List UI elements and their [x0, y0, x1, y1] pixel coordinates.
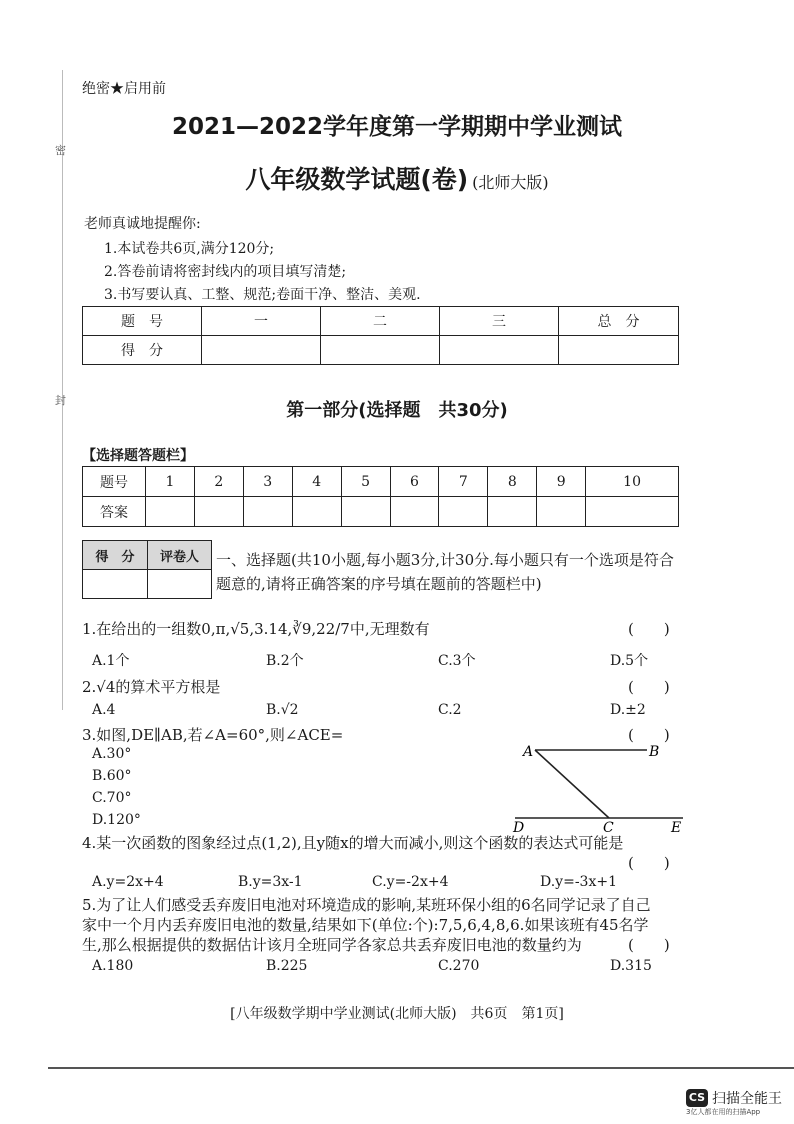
page-footer: [八年级数学期中学业测试(北师大版) 共6页 第1页] [230, 1006, 564, 1022]
question-3-option-c: C.70° [92, 790, 132, 806]
answer-number: 4 [292, 467, 341, 497]
subject-title: 八年级数学试题(卷) [245, 165, 469, 194]
answer-number: 5 [341, 467, 390, 497]
answer-number: 1 [146, 467, 195, 497]
score-cell[interactable] [559, 336, 679, 365]
parallel-lines-diagram [505, 738, 695, 834]
question-1-answer-slot[interactable]: ( ) [628, 620, 670, 638]
score-header-total: 总 分 [559, 307, 679, 336]
scanner-watermark [686, 1087, 782, 1108]
answer-cell[interactable] [488, 497, 537, 527]
grader-reviewer-label: 评卷人 [148, 541, 212, 570]
edition-label: (北师大版) [472, 173, 549, 192]
score-header-part1: 一 [202, 307, 321, 336]
answer-cell[interactable] [439, 497, 488, 527]
question-4-answer-slot[interactable]: ( ) [628, 854, 670, 872]
answer-cell[interactable] [194, 497, 243, 527]
score-header-label: 题 号 [83, 307, 202, 336]
part1-title: 第一部分(选择题 共30分) [286, 400, 508, 421]
question-2-answer-slot[interactable]: ( ) [628, 678, 670, 696]
point-b-label: B [649, 744, 660, 760]
question-1-option-b: B.2个 [266, 653, 304, 669]
exam-title: 2021—2022学年度第一学期期中学业测试 [171, 114, 623, 140]
point-e-label: E [671, 820, 682, 834]
question-4-option-b: B.y=3x-1 [238, 874, 303, 890]
exam-subtitle [0, 160, 794, 196]
notice-item-1: 1.本试卷共6页,满分120分; [104, 241, 275, 257]
point-c-label: C [603, 820, 614, 834]
secret-label: 绝密★启用前 [82, 81, 166, 97]
question-5-stem-line-3: 生,那么根据提供的数据估计该月全班同学各家总共丢弃废旧电池的数量约为 [82, 936, 582, 954]
score-table [82, 306, 679, 365]
answer-number: 6 [390, 467, 439, 497]
question-3-stem: 3.如图,DE∥AB,若∠A=60°,则∠ACE= [82, 726, 344, 744]
line-ac [535, 750, 609, 818]
question-2-option-c: C.2 [438, 702, 462, 718]
notice-heading: 老师真诚地提醒你: [84, 216, 201, 232]
question-4-option-d: D.y=-3x+1 [540, 874, 617, 890]
answer-number: 3 [243, 467, 292, 497]
question-5-stem-line-1: 5.为了让人们感受丢弃废旧电池对环境造成的影响,某班环保小组的6名同学记录了自己 [82, 896, 651, 914]
answer-cell[interactable] [243, 497, 292, 527]
question-3-option-b: B.60° [92, 768, 132, 784]
point-a-label: A [523, 744, 534, 760]
seal-mark-mi: 密 [55, 144, 66, 157]
question-5-option-b: B.225 [266, 958, 308, 974]
score-row-label: 得 分 [83, 336, 202, 365]
seal-mark-feng: 封 [55, 394, 66, 407]
scanner-app-name: 扫描全能王 [712, 1090, 782, 1107]
question-1-option-c: C.3个 [438, 653, 476, 669]
answer-sheet-label: 【选择题答题栏】 [82, 448, 194, 464]
question-4-option-c: C.y=-2x+4 [372, 874, 449, 890]
notice-item-2: 2.答卷前请将密封线内的项目填写清楚; [104, 264, 347, 280]
grader-reviewer-cell[interactable] [148, 570, 212, 599]
question-1-stem: 1.在给出的一组数0,π,√5,3.14,∛9,22/7中,无理数有 [82, 620, 430, 638]
answer-number: 9 [537, 467, 586, 497]
question-3-option-a: A.30° [92, 746, 132, 762]
answer-number: 8 [488, 467, 537, 497]
answer-cell[interactable] [390, 497, 439, 527]
answer-cell[interactable] [537, 497, 586, 527]
question-5-option-d: D.315 [610, 958, 652, 974]
answer-row-label: 题号 [83, 467, 146, 497]
question-2-option-b: B.√2 [266, 702, 299, 718]
section1-description: 一、选择题(共10小题,每小题3分,计30分.每小题只有一个选项是符合题意的,请将正确答案的序号填在题前的答题栏中) [216, 551, 674, 593]
answer-cell[interactable] [292, 497, 341, 527]
score-cell[interactable] [202, 336, 321, 365]
question-3-answer-slot[interactable]: ( ) [628, 726, 670, 744]
point-d-label: D [513, 820, 525, 834]
grader-score-label: 得 分 [83, 541, 148, 570]
question-1-option-d: D.5个 [610, 653, 649, 669]
answer-cell[interactable] [341, 497, 390, 527]
score-cell[interactable] [321, 336, 440, 365]
answer-number: 2 [194, 467, 243, 497]
answer-cell[interactable] [146, 497, 195, 527]
question-2-option-a: A.4 [92, 702, 116, 718]
question-5-answer-slot[interactable]: ( ) [628, 936, 670, 954]
grader-table [82, 540, 212, 599]
question-5-option-a: A.180 [92, 958, 134, 974]
score-cell[interactable] [440, 336, 559, 365]
answer-number: 10 [586, 467, 679, 497]
answer-table [82, 466, 679, 527]
answer-row-label: 答案 [83, 497, 146, 527]
scanner-tagline: 3亿人都在用的扫描App [686, 1108, 761, 1116]
score-header-part3: 三 [440, 307, 559, 336]
question-3-option-d: D.120° [92, 812, 141, 828]
question-5-stem-line-2: 家中一个月内丢弃废旧电池的数量,结果如下(单位:个):7,5,6,4,8,6.如果该班有45名学 [82, 916, 649, 934]
question-5-option-c: C.270 [438, 958, 480, 974]
question-2-option-d: D.±2 [610, 702, 646, 718]
score-header-part2: 二 [321, 307, 440, 336]
notice-item-3: 3.书写要认真、工整、规范;卷面干净、整洁、美观. [104, 287, 421, 303]
question-2-stem: 2.√4的算术平方根是 [82, 678, 221, 696]
answer-cell[interactable] [586, 497, 679, 527]
question-4-stem: 4.某一次函数的图象经过点(1,2),且y随x的增大而减小,则这个函数的表达式可能是 [82, 834, 624, 852]
grader-score-cell[interactable] [83, 570, 148, 599]
question-4-option-a: A.y=2x+4 [92, 874, 164, 890]
scanner-logo-icon: CS [686, 1089, 708, 1107]
footer-rule [48, 1067, 794, 1069]
answer-number: 7 [439, 467, 488, 497]
question-1-option-a: A.1个 [92, 653, 130, 669]
